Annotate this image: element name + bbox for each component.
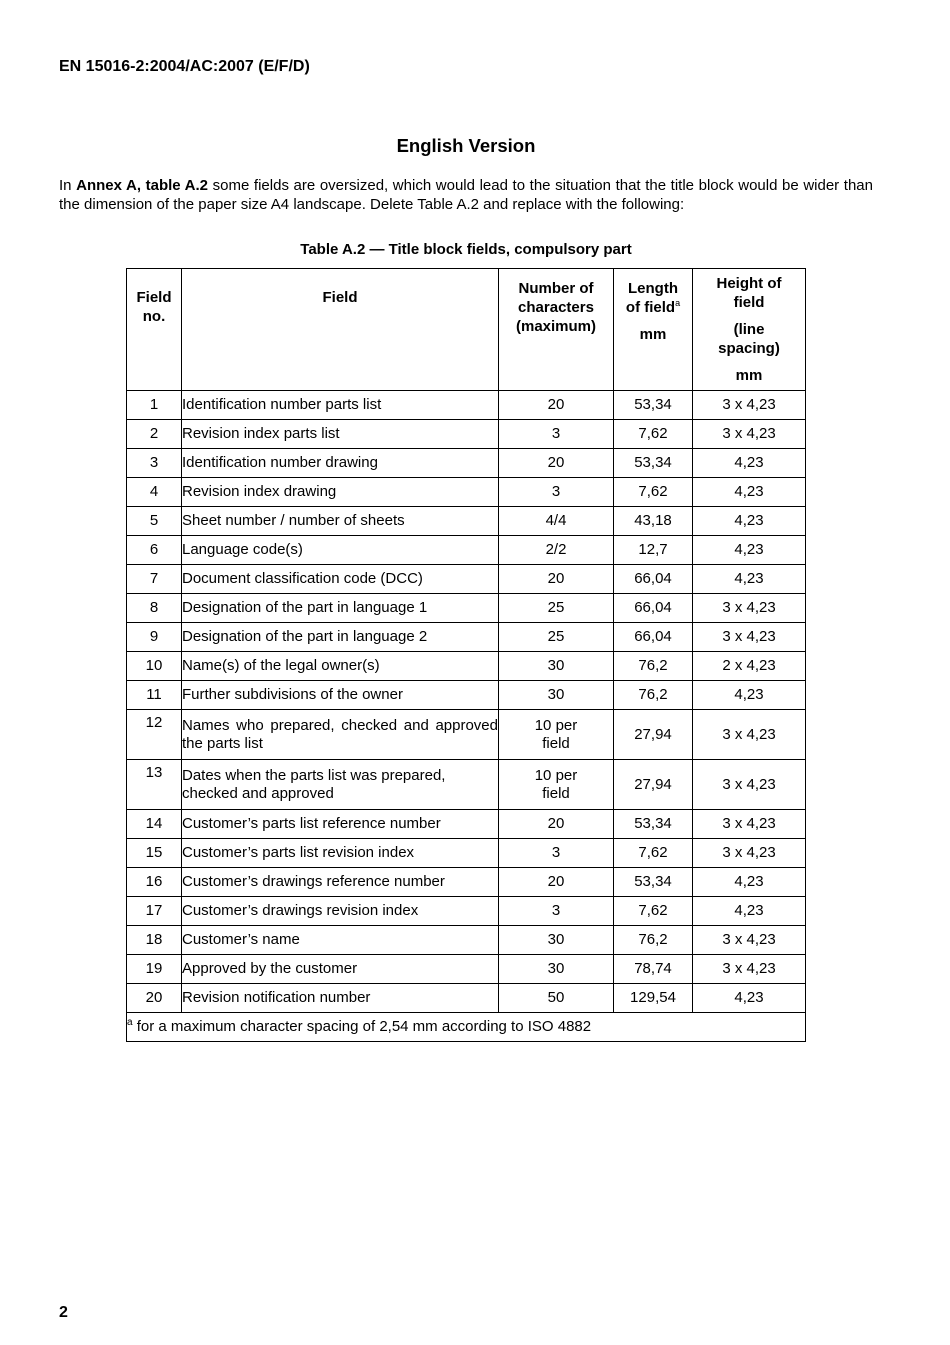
cell-field-no: 12 bbox=[127, 710, 182, 760]
intro-annex-reference: Annex A, table A.2 bbox=[76, 177, 209, 194]
header-height-line2: (line spacing) bbox=[718, 321, 780, 357]
cell-field: Identification number parts list bbox=[182, 391, 499, 420]
cell-field-no: 7 bbox=[127, 565, 182, 594]
footnote-marker: a bbox=[127, 1017, 133, 1028]
table-row bbox=[127, 623, 806, 652]
table-row bbox=[127, 984, 806, 1013]
cell-length: 76,2 bbox=[614, 681, 693, 710]
section-title: English Version bbox=[396, 135, 536, 156]
cell-height: 4,23 bbox=[693, 478, 806, 507]
cell-height: 4,23 bbox=[693, 507, 806, 536]
table-row bbox=[127, 565, 806, 594]
cell-chars: 25 bbox=[499, 623, 614, 652]
cell-chars: 20 bbox=[499, 391, 614, 420]
intro-text: some fields are oversized, which would lead to the situation that the title block would be wider than the dimension of the paper size A4 landscape. Delete Table A.2 and replace with the following: bbox=[59, 177, 873, 213]
table-row bbox=[127, 449, 806, 478]
cell-chars: 3 bbox=[499, 839, 614, 868]
cell-height: 4,23 bbox=[693, 536, 806, 565]
cell-height: 4,23 bbox=[693, 449, 806, 478]
cell-length: 53,34 bbox=[614, 868, 693, 897]
table-row bbox=[127, 926, 806, 955]
cell-field-no: 4 bbox=[127, 478, 182, 507]
cell-length: 7,62 bbox=[614, 420, 693, 449]
cell-field-no: 8 bbox=[127, 594, 182, 623]
header-field-no-label: Field no. bbox=[136, 289, 172, 325]
table-row bbox=[127, 391, 806, 420]
cell-field-no: 14 bbox=[127, 810, 182, 839]
cell-field: Names who prepared, checked and approved the parts list bbox=[182, 710, 499, 760]
table-row bbox=[127, 897, 806, 926]
cell-chars: 10 per field bbox=[499, 760, 614, 810]
table-row bbox=[127, 681, 806, 710]
cell-field: Designation of the part in language 1 bbox=[182, 594, 499, 623]
page-number: 2 bbox=[59, 1304, 68, 1321]
cell-field: Revision notification number bbox=[182, 984, 499, 1013]
cell-field-no: 11 bbox=[127, 681, 182, 710]
cell-chars: 2/2 bbox=[499, 536, 614, 565]
table-row bbox=[127, 710, 806, 760]
cell-chars: 25 bbox=[499, 594, 614, 623]
cell-chars: 20 bbox=[499, 810, 614, 839]
table-row bbox=[127, 839, 806, 868]
cell-length: 27,94 bbox=[614, 710, 693, 760]
cell-field: Name(s) of the legal owner(s) bbox=[182, 652, 499, 681]
table-row bbox=[127, 868, 806, 897]
header-length-footnote-marker: a bbox=[675, 298, 681, 308]
table-row bbox=[127, 478, 806, 507]
cell-field: Further subdivisions of the owner bbox=[182, 681, 499, 710]
header-field-no bbox=[127, 269, 182, 391]
cell-field: Revision index parts list bbox=[182, 420, 499, 449]
cell-field: Identification number drawing bbox=[182, 449, 499, 478]
header-field bbox=[182, 269, 499, 391]
header-field-label: Field bbox=[322, 289, 358, 306]
cell-length: 7,62 bbox=[614, 839, 693, 868]
cell-field-no: 1 bbox=[127, 391, 182, 420]
cell-chars: 30 bbox=[499, 652, 614, 681]
cell-height: 3 x 4,23 bbox=[693, 760, 806, 810]
footnote-text: for a maximum character spacing of 2,54 mm according to ISO 4882 bbox=[132, 1018, 592, 1035]
header-length-line2-text: of field bbox=[625, 299, 676, 316]
cell-height: 4,23 bbox=[693, 681, 806, 710]
cell-chars: 20 bbox=[499, 449, 614, 478]
cell-length: 66,04 bbox=[614, 623, 693, 652]
header-chars-label: Number of characters (maximum) bbox=[515, 280, 597, 335]
cell-field-no: 20 bbox=[127, 984, 182, 1013]
cell-length: 53,34 bbox=[614, 391, 693, 420]
cell-chars: 3 bbox=[499, 420, 614, 449]
cell-field-no: 10 bbox=[127, 652, 182, 681]
intro-prefix: In bbox=[59, 177, 77, 194]
cell-field-no: 16 bbox=[127, 868, 182, 897]
cell-height: 3 x 4,23 bbox=[693, 955, 806, 984]
table-footnote-row bbox=[127, 1013, 806, 1042]
cell-length: 53,34 bbox=[614, 449, 693, 478]
cell-field: Dates when the parts list was prepared, checked and approved bbox=[182, 760, 499, 810]
cell-height: 3 x 4,23 bbox=[693, 594, 806, 623]
cell-chars: 4/4 bbox=[499, 507, 614, 536]
cell-field: Language code(s) bbox=[182, 536, 499, 565]
header-height-line1: Height of field bbox=[716, 275, 782, 311]
cell-length: 43,18 bbox=[614, 507, 693, 536]
cell-length: 7,62 bbox=[614, 897, 693, 926]
cell-field: Customer’s name bbox=[182, 926, 499, 955]
cell-chars: 30 bbox=[499, 926, 614, 955]
cell-height: 3 x 4,23 bbox=[693, 810, 806, 839]
cell-length: 7,62 bbox=[614, 478, 693, 507]
table-row bbox=[127, 810, 806, 839]
table-header-row bbox=[127, 269, 806, 391]
cell-height: 3 x 4,23 bbox=[693, 710, 806, 760]
cell-field: Customer’s drawings reference number bbox=[182, 868, 499, 897]
cell-length: 76,2 bbox=[614, 652, 693, 681]
cell-field: Revision index drawing bbox=[182, 478, 499, 507]
cell-chars: 30 bbox=[499, 955, 614, 984]
cell-chars: 3 bbox=[499, 478, 614, 507]
cell-length: 12,7 bbox=[614, 536, 693, 565]
cell-length: 66,04 bbox=[614, 594, 693, 623]
header-height bbox=[693, 269, 806, 391]
table-row bbox=[127, 507, 806, 536]
table-row bbox=[127, 420, 806, 449]
cell-field-no: 13 bbox=[127, 760, 182, 810]
cell-height: 3 x 4,23 bbox=[693, 420, 806, 449]
cell-length: 78,74 bbox=[614, 955, 693, 984]
table-row bbox=[127, 955, 806, 984]
header-chars bbox=[499, 269, 614, 391]
cell-field: Document classification code (DCC) bbox=[182, 565, 499, 594]
cell-height: 3 x 4,23 bbox=[693, 926, 806, 955]
document-header: EN 15016-2:2004/AC:2007 (E/F/D) bbox=[59, 58, 310, 75]
cell-field-no: 15 bbox=[127, 839, 182, 868]
cell-height: 4,23 bbox=[693, 897, 806, 926]
cell-chars: 30 bbox=[499, 681, 614, 710]
cell-height: 4,23 bbox=[693, 984, 806, 1013]
cell-length: 129,54 bbox=[614, 984, 693, 1013]
cell-length: 53,34 bbox=[614, 810, 693, 839]
header-length-unit: mm bbox=[639, 326, 667, 343]
cell-field-no: 19 bbox=[127, 955, 182, 984]
header-height-unit: mm bbox=[735, 367, 763, 384]
cell-field-no: 17 bbox=[127, 897, 182, 926]
cell-height: 3 x 4,23 bbox=[693, 391, 806, 420]
table-row bbox=[127, 536, 806, 565]
cell-field: Sheet number / number of sheets bbox=[182, 507, 499, 536]
cell-field: Customer’s drawings revision index bbox=[182, 897, 499, 926]
cell-field-no: 2 bbox=[127, 420, 182, 449]
cell-field-no: 5 bbox=[127, 507, 182, 536]
intro-paragraph bbox=[59, 176, 873, 214]
cell-height: 4,23 bbox=[693, 565, 806, 594]
table-row bbox=[127, 652, 806, 681]
cell-chars: 50 bbox=[499, 984, 614, 1013]
header-length bbox=[614, 269, 693, 391]
table-caption: Table A.2 — Title block fields, compulsory part bbox=[300, 241, 632, 258]
cell-chars: 20 bbox=[499, 868, 614, 897]
header-length-line2 bbox=[614, 298, 692, 317]
cell-field: Approved by the customer bbox=[182, 955, 499, 984]
cell-length: 27,94 bbox=[614, 760, 693, 810]
cell-field: Customer’s parts list reference number bbox=[182, 810, 499, 839]
table-row bbox=[127, 594, 806, 623]
cell-field: Designation of the part in language 2 bbox=[182, 623, 499, 652]
cell-length: 76,2 bbox=[614, 926, 693, 955]
cell-chars: 20 bbox=[499, 565, 614, 594]
cell-height: 3 x 4,23 bbox=[693, 839, 806, 868]
cell-field-no: 18 bbox=[127, 926, 182, 955]
table-row bbox=[127, 760, 806, 810]
title-block-fields-table bbox=[126, 268, 806, 1042]
cell-chars: 10 per field bbox=[499, 710, 614, 760]
table-footnote bbox=[127, 1013, 806, 1042]
cell-height: 3 x 4,23 bbox=[693, 623, 806, 652]
header-length-line1: Length bbox=[628, 280, 678, 297]
cell-field-no: 3 bbox=[127, 449, 182, 478]
cell-field-no: 9 bbox=[127, 623, 182, 652]
cell-height: 2 x 4,23 bbox=[693, 652, 806, 681]
cell-chars: 3 bbox=[499, 897, 614, 926]
cell-length: 66,04 bbox=[614, 565, 693, 594]
cell-field: Customer’s parts list revision index bbox=[182, 839, 499, 868]
cell-field-no: 6 bbox=[127, 536, 182, 565]
cell-height: 4,23 bbox=[693, 868, 806, 897]
